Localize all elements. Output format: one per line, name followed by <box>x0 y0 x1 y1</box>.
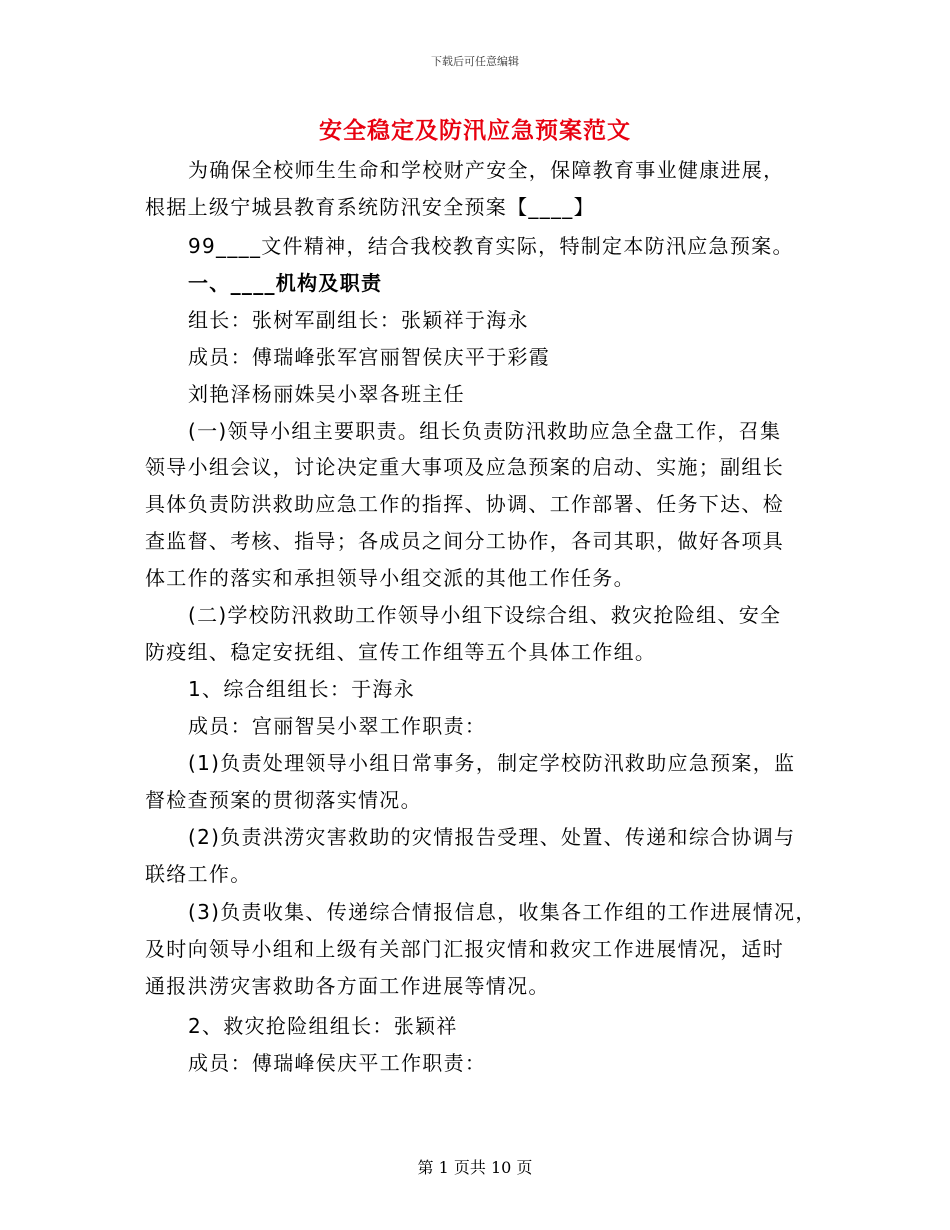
page-number: 第 1 页共 10 页 <box>417 1158 533 1177</box>
paragraph-line: 为确保全校师生生命和学校财产安全，保障教育事业健康进展， <box>188 158 785 182</box>
paragraph-line: 防疫组、稳定安抚组、宣传工作组等五个具体工作组。 <box>145 640 657 664</box>
paragraph-line: (2)负责洪涝灾害救助的灾情报告受理、处置、传递和综合协调与 <box>188 825 796 849</box>
paragraph-line: 联络工作。 <box>145 862 252 886</box>
paragraph-line: 查监督、考核、指导；各成员之间分工协作，各司其职，做好各项具 <box>145 529 784 553</box>
paragraph-line: 1、综合组组长：于海永 <box>188 677 416 701</box>
header-note: 下载后可任意编辑 <box>431 55 519 68</box>
paragraph-line: 具体负责防洪救助应急工作的指挥、协调、工作部署、任务下达、检 <box>145 492 784 516</box>
paragraph-line: 组长：张树军副组长：张颖祥于海永 <box>188 308 529 332</box>
section-heading: 一、____机构及职责 <box>188 271 383 295</box>
paragraph-line: 2、救灾抢险组组长：张颖祥 <box>188 1014 458 1038</box>
paragraph-line: (3)负责收集、传递综合情报信息，收集各工作组的工作进展情况， <box>188 900 817 924</box>
paragraph-line: (1)负责处理领导小组日常事务，制定学校防汛救助应急预案，监 <box>188 751 796 775</box>
paragraph-line: 99____文件精神，结合我校教育实际，特制定本防汛应急预案。 <box>188 234 794 258</box>
paragraph-line: 通报洪涝灾害救助各方面工作进展等情况。 <box>145 974 550 998</box>
paragraph-line: 督检查预案的贯彻落实情况。 <box>145 788 422 812</box>
paragraph-line: (一)领导小组主要职责。组长负责防汛救助应急全盘工作，召集 <box>188 419 782 443</box>
paragraph-line: 体工作的落实和承担领导小组交派的其他工作任务。 <box>145 566 635 590</box>
paragraph-line: 成员：傅瑞峰侯庆平工作职责： <box>188 1051 487 1075</box>
document-title: 安全稳定及防汛应急预案范文 <box>319 118 631 144</box>
paragraph-line: 及时向领导小组和上级有关部门汇报灾情和救灾工作进展情况，适时 <box>145 937 784 961</box>
paragraph-line: 成员：傅瑞峰张军宫丽智侯庆平于彩霞 <box>188 345 551 369</box>
paragraph-line: (二)学校防汛救助工作领导小组下设综合组、救灾抢险组、安全 <box>188 603 782 627</box>
paragraph-line: 领导小组会议，讨论决定重大事项及应急预案的启动、实施；副组长 <box>145 455 784 479</box>
paragraph-line: 根据上级宁城县教育系统防汛安全预案【____】 <box>145 195 595 219</box>
paragraph-line: 成员：宫丽智吴小翠工作职责： <box>188 714 487 738</box>
paragraph-line: 刘艳泽杨丽姝吴小翠各班主任 <box>188 382 465 406</box>
